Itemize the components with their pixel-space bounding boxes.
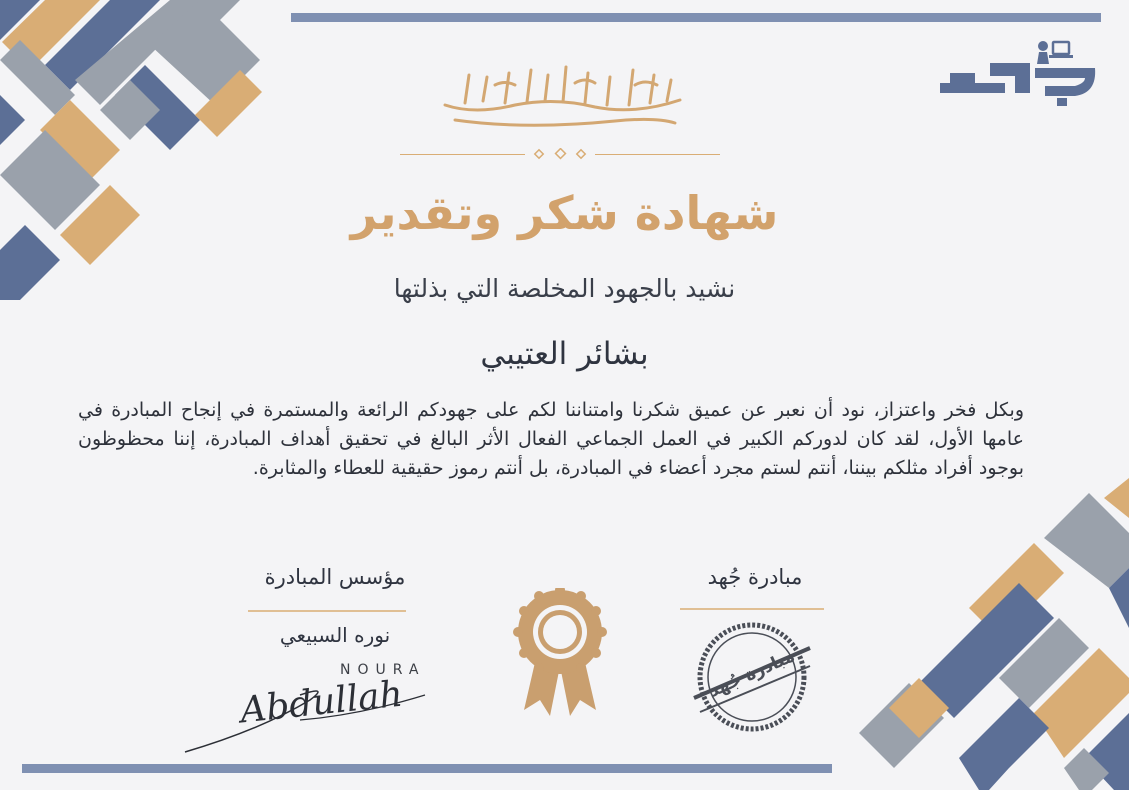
founder-name: نوره السبيعي — [279, 623, 391, 647]
initiative-divider — [680, 608, 824, 610]
top-border-bar — [291, 13, 1101, 22]
founder-divider — [248, 610, 406, 612]
corner-pattern-top-left — [0, 0, 270, 310]
certificate-body: وبكل فخر واعتزاز، نود أن نعبر عن عميق شكرنا وامتناننا لكم على جهودكم الرائعة والمستمرة في إنجاح المبادرة في عامها الأول، لقد كان لدوركم الكبير في العمل الجماعي الفعال الأثر البالغ في تحقيق أهداف المبادرة، إننا محظوظون بوجود أفراد مثلكم بيننا، أنتم لستم مجرد أعضاء في المبادرة، بل أنتم رموز حقيقية للعطاء والمثابرة. — [78, 399, 1024, 479]
corner-pattern-bottom-right — [859, 478, 1129, 790]
ornament-divider — [400, 148, 720, 162]
award-ribbon-icon — [512, 588, 608, 718]
bottom-border-bar — [22, 764, 832, 773]
signature-caps: NOURA — [340, 662, 426, 678]
certificate-subtitle: نشيد بالجهود المخلصة التي بذلتها — [393, 274, 736, 303]
signature-script: Abdullah — [238, 673, 405, 732]
basmala-calligraphy — [435, 55, 690, 135]
organization-logo — [935, 38, 1105, 108]
certificate-title: شهادة شكر وتقدير — [350, 186, 779, 240]
stamp-text: مبادرة جُهد — [706, 646, 798, 702]
founder-label: مؤسس المبادرة — [264, 565, 406, 589]
recipient-name: بشائر العتيبي — [480, 336, 649, 372]
founder-signature — [180, 660, 440, 760]
jahd-logo-icon — [935, 38, 1105, 108]
initiative-label: مبادرة جُهد — [707, 565, 803, 589]
initiative-stamp — [692, 620, 812, 735]
